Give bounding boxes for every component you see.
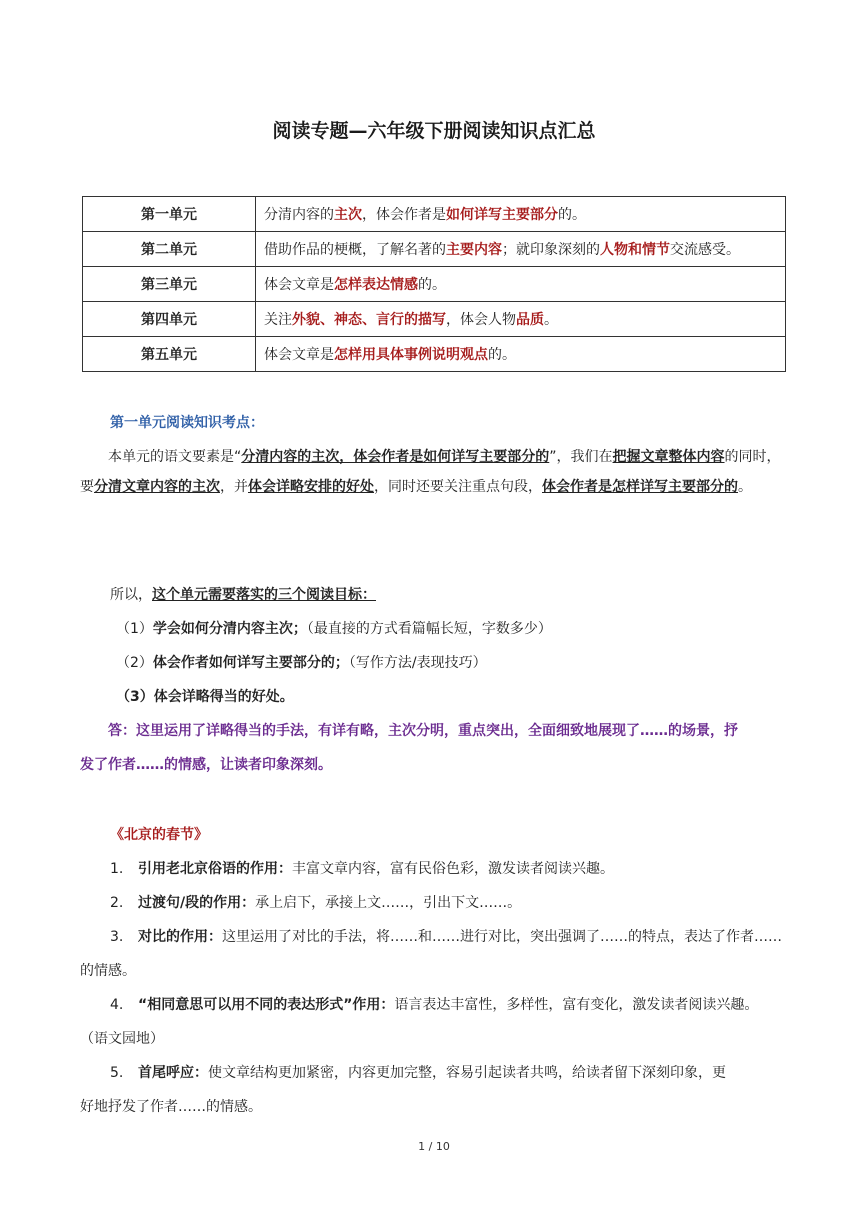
item-text: 语言表达丰富性，多样性，富有变化，激发读者阅读兴趣。 [394, 997, 759, 1013]
unit-description [256, 337, 786, 372]
unit-row [83, 232, 786, 267]
section-heading: 第一单元阅读知识考点： [110, 415, 264, 431]
answer-line-2: 发了作者……的情感，让读者印象深刻。 [80, 757, 332, 773]
unit-description [256, 197, 786, 232]
intro-paragraph [80, 442, 792, 502]
goal-3: （3）体会详略得当的好处。 [116, 689, 294, 705]
goals-title: 这个单元需要落实的三个阅读目标： [152, 587, 376, 603]
desc-text: 的。 [418, 277, 446, 293]
goals-prefix: 所以， [110, 587, 152, 603]
underlined-text: 把握文章整体内容 [612, 449, 725, 465]
goal-2-num: （2） [116, 655, 153, 671]
unit-name: 第四单元 [83, 302, 256, 337]
unit-row [83, 302, 786, 337]
item-text: 承上启下，承接上文……，引出下文……。 [255, 895, 522, 911]
item-text: 丰富文章内容，富有民俗色彩，激发读者阅读兴趣。 [292, 861, 614, 877]
item-continuation: 的情感。 [80, 963, 136, 979]
underlined-text: 分清文章内容的主次 [94, 479, 220, 495]
desc-text: 的。 [558, 207, 586, 223]
desc-text: ，体会人物 [446, 312, 516, 328]
goal-1-note: （最直接的方式看篇幅长短，字数多少） [306, 621, 552, 637]
unit-description [256, 232, 786, 267]
desc-text: 分清内容的 [264, 207, 334, 223]
highlight-text: 怎样用具体事例说明观点 [334, 347, 488, 363]
highlight-text: 品质 [516, 312, 544, 328]
item-number: 4. [110, 997, 124, 1013]
desc-text: 。 [544, 312, 558, 328]
goal-1-text: 学会如何分清内容主次； [152, 621, 307, 637]
underlined-text: 体会作者是怎样详写主要部分的 [542, 479, 738, 495]
page-title: 阅读专题—六年级下册阅读知识点汇总 [272, 120, 596, 142]
goal-2-text: 体会作者如何详写主要部分的； [152, 655, 349, 671]
highlight-text: 怎样表达情感 [334, 277, 418, 293]
desc-text: 的。 [488, 347, 516, 363]
book-item [110, 1062, 790, 1082]
goals-line [110, 584, 822, 604]
intro-text: ，并 [220, 479, 248, 495]
desc-text: 关注 [264, 312, 292, 328]
underlined-text: 分清内容的主次，体会作者是如何详写主要部分的 [241, 449, 550, 465]
desc-text: ；就印象深刻的 [502, 242, 600, 258]
highlight-text: 外貌、神态、言行的描写 [292, 312, 446, 328]
goal-1-num: （1） [116, 621, 153, 637]
item-continuation: （语文园地） [80, 1031, 164, 1047]
goal-1 [116, 618, 828, 638]
highlight-text: 人物和情节 [600, 242, 670, 258]
item-continuation: 好地抒发了作者……的情感。 [80, 1099, 262, 1115]
goal-2 [116, 652, 828, 672]
item-label: 引用老北京俗语的作用： [138, 861, 292, 877]
item-label: 过渡句/段的作用： [138, 895, 256, 911]
intro-text: 本单元的语文要素是“ [108, 449, 242, 465]
unit-name: 第一单元 [83, 197, 256, 232]
book-item [110, 994, 790, 1014]
unit-row [83, 197, 786, 232]
answer-line-1: 答：这里运用了详略得当的手法，有详有略，主次分明，重点突出，全面细致地展现了……的场景，抒 [108, 723, 738, 739]
item-number: 1. [110, 861, 124, 877]
unit-name: 第二单元 [83, 232, 256, 267]
intro-text: 的同时，要 [80, 449, 781, 495]
unit-description [256, 302, 786, 337]
item-text: 使文章结构更加紧密，内容更加完整，容易引起读者共鸣，给读者留下深刻印象，更 [208, 1065, 726, 1081]
intro-text: 。 [738, 479, 752, 495]
item-label: “相同意思可以用不同的表达形式”作用： [138, 997, 395, 1013]
unit-name: 第三单元 [83, 267, 256, 302]
item-number: 5. [110, 1065, 124, 1081]
unit-row [83, 337, 786, 372]
highlight-text: 主次 [334, 207, 362, 223]
desc-text: 借助作品的梗概，了解名著的 [264, 242, 446, 258]
unit-name: 第五单元 [83, 337, 256, 372]
desc-text: 交流感受。 [670, 242, 740, 258]
page-number: 1 / 10 [418, 1140, 450, 1153]
book-item [110, 892, 790, 912]
unit-row [83, 267, 786, 302]
book-item [110, 926, 790, 946]
unit-description [256, 267, 786, 302]
item-number: 3. [110, 929, 124, 945]
item-text: 这里运用了对比的手法，将……和……进行对比，突出强调了……的特点，表达了作者…… [222, 929, 782, 945]
desc-text: ，体会作者是 [362, 207, 446, 223]
book-item [110, 858, 790, 878]
item-number: 2. [110, 895, 124, 911]
intro-text: ，同时还要关注重点句段， [374, 479, 542, 495]
highlight-text: 主要内容 [446, 242, 502, 258]
units-table [82, 196, 786, 372]
item-label: 对比的作用： [138, 929, 222, 945]
desc-text: 体会文章是 [264, 277, 334, 293]
item-label: 首尾呼应： [138, 1065, 208, 1081]
highlight-text: 如何详写主要部分 [446, 207, 558, 223]
underlined-text: 体会详略安排的好处 [248, 479, 374, 495]
book-title: 《北京的春节》 [110, 827, 208, 843]
desc-text: 体会文章是 [264, 347, 334, 363]
goal-2-note: （写作方法/表现技巧） [348, 655, 487, 671]
intro-text: ”，我们在 [549, 449, 613, 465]
